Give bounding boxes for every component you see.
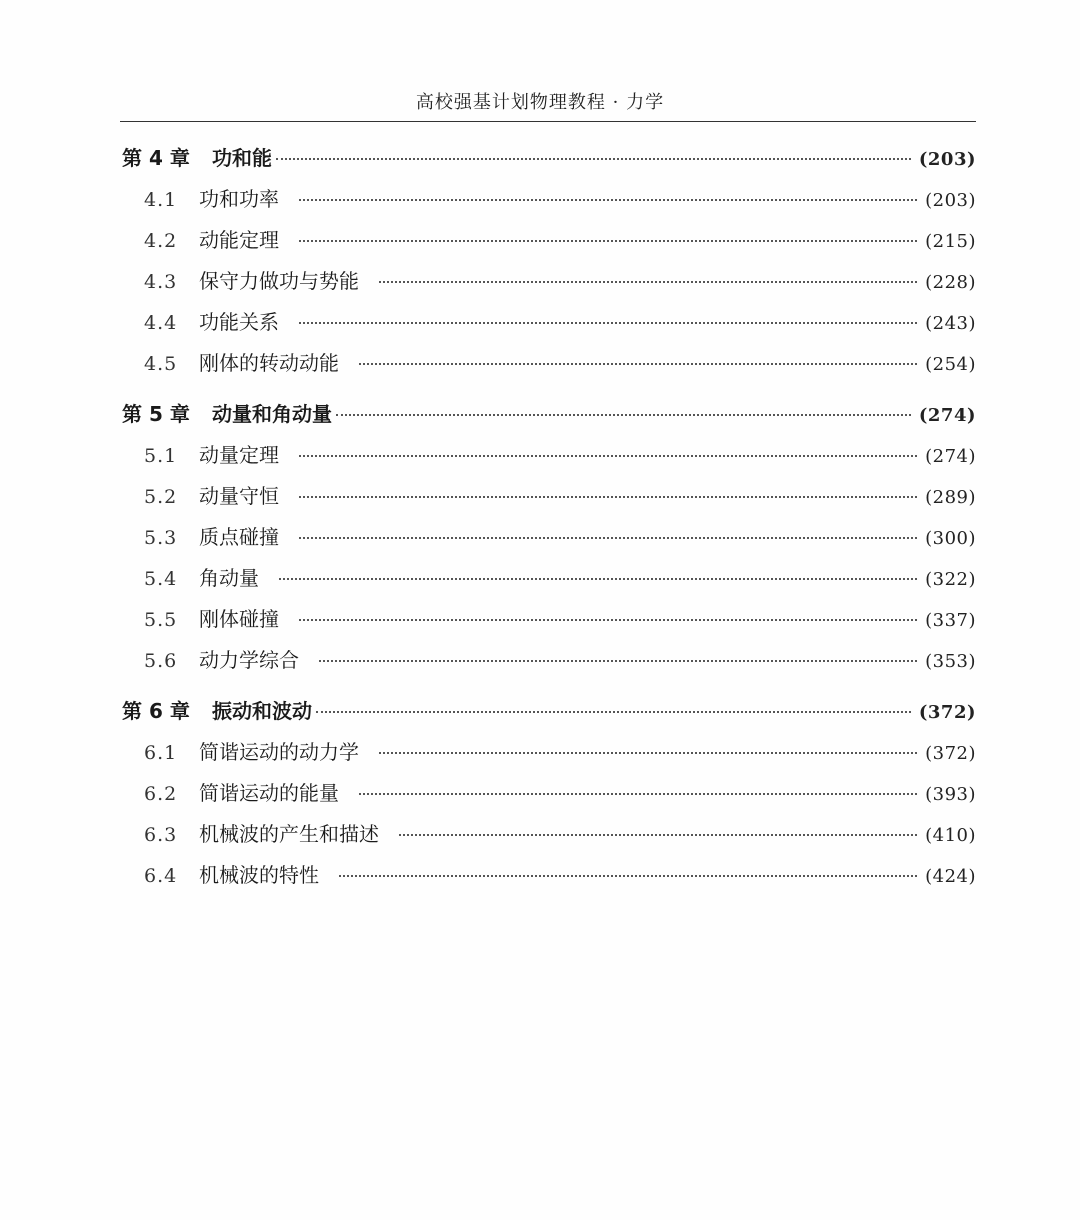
section-title: 保守力做功与势能 xyxy=(199,269,359,293)
section-entry[interactable] xyxy=(120,855,976,896)
dot-leader xyxy=(379,752,917,754)
header-rule xyxy=(120,121,976,122)
section-number: 6.2 xyxy=(144,783,178,805)
section-title: 动量定理 xyxy=(199,443,279,467)
chapter-label: 第 5 章 xyxy=(122,402,190,426)
page-number: (353) xyxy=(925,651,976,672)
page-number: (322) xyxy=(925,569,976,590)
chapter-entry[interactable] xyxy=(120,394,976,435)
section-entry[interactable] xyxy=(120,261,976,302)
section-entry[interactable] xyxy=(120,343,976,384)
chapter-4 xyxy=(120,138,976,384)
dot-leader xyxy=(316,711,911,713)
page-number: (228) xyxy=(925,272,976,293)
page-number: (274) xyxy=(925,446,976,467)
dot-leader xyxy=(276,158,911,160)
section-number: 5.6 xyxy=(144,650,178,672)
section-entry[interactable] xyxy=(120,732,976,773)
dot-leader xyxy=(336,414,911,416)
page-number: (274) xyxy=(918,405,976,426)
chapter-5 xyxy=(120,394,976,681)
section-title: 刚体的转动动能 xyxy=(199,351,339,375)
section-title: 功能关系 xyxy=(199,310,279,334)
page-number: (393) xyxy=(925,784,976,805)
section-number: 4.3 xyxy=(144,271,178,293)
dot-leader xyxy=(299,199,917,201)
page-number: (254) xyxy=(925,354,976,375)
dot-leader xyxy=(299,496,917,498)
section-number: 5.5 xyxy=(144,609,178,631)
chapter-entry[interactable] xyxy=(120,138,976,179)
page-number: (203) xyxy=(925,190,976,211)
page-number: (203) xyxy=(918,149,976,170)
section-number: 5.3 xyxy=(144,527,178,549)
chapter-title: 振动和波动 xyxy=(212,699,312,723)
section-entry[interactable] xyxy=(120,517,976,558)
section-number: 5.4 xyxy=(144,568,178,590)
dot-leader xyxy=(299,455,917,457)
page-number: (243) xyxy=(925,313,976,334)
section-entry[interactable] xyxy=(120,302,976,343)
page-number: (300) xyxy=(925,528,976,549)
dot-leader xyxy=(279,578,917,580)
dot-leader xyxy=(319,660,917,662)
section-title: 功和功率 xyxy=(199,187,279,211)
section-number: 5.1 xyxy=(144,445,178,467)
page-number: (289) xyxy=(925,487,976,508)
dot-leader xyxy=(339,875,917,877)
section-title: 刚体碰撞 xyxy=(199,607,279,631)
chapter-label: 第 4 章 xyxy=(122,146,190,170)
section-title: 动量守恒 xyxy=(199,484,279,508)
dot-leader xyxy=(299,240,917,242)
section-title: 角动量 xyxy=(199,566,259,590)
section-entry[interactable] xyxy=(120,558,976,599)
dot-leader xyxy=(399,834,917,836)
section-number: 6.1 xyxy=(144,742,178,764)
chapter-6 xyxy=(120,691,976,896)
section-entry[interactable] xyxy=(120,814,976,855)
section-title: 动能定理 xyxy=(199,228,279,252)
page-number: (410) xyxy=(925,825,976,846)
page-number: (372) xyxy=(918,702,976,723)
running-header: 高校强基计划物理教程 · 力学 xyxy=(415,92,665,113)
dot-leader xyxy=(359,363,917,365)
dot-leader xyxy=(359,793,917,795)
dot-leader xyxy=(299,537,917,539)
page-number: (215) xyxy=(925,231,976,252)
section-entry[interactable] xyxy=(120,435,976,476)
section-number: 6.4 xyxy=(144,865,178,887)
page-number: (424) xyxy=(925,866,976,887)
section-number: 4.4 xyxy=(144,312,178,334)
section-number: 4.5 xyxy=(144,353,178,375)
chapter-gap xyxy=(120,384,976,394)
section-number: 5.2 xyxy=(144,486,178,508)
section-entry[interactable] xyxy=(120,220,976,261)
section-title: 机械波的产生和描述 xyxy=(199,822,379,846)
section-entry[interactable] xyxy=(120,599,976,640)
chapter-gap xyxy=(120,681,976,691)
page-number: (372) xyxy=(925,743,976,764)
section-entry[interactable] xyxy=(120,640,976,681)
section-number: 4.1 xyxy=(144,189,178,211)
dot-leader xyxy=(299,322,917,324)
section-title: 机械波的特性 xyxy=(199,863,319,887)
chapter-entry[interactable] xyxy=(120,691,976,732)
chapter-label: 第 6 章 xyxy=(122,699,190,723)
section-entry[interactable] xyxy=(120,476,976,517)
table-of-contents xyxy=(120,138,976,896)
page-number: (337) xyxy=(925,610,976,631)
section-title: 质点碰撞 xyxy=(199,525,279,549)
section-number: 6.3 xyxy=(144,824,178,846)
section-number: 4.2 xyxy=(144,230,178,252)
dot-leader xyxy=(299,619,917,621)
section-title: 动力学综合 xyxy=(199,648,299,672)
chapter-title: 动量和角动量 xyxy=(212,402,332,426)
section-title: 简谐运动的能量 xyxy=(199,781,339,805)
section-entry[interactable] xyxy=(120,773,976,814)
section-title: 简谐运动的动力学 xyxy=(199,740,359,764)
chapter-title: 功和能 xyxy=(212,146,272,170)
dot-leader xyxy=(379,281,917,283)
section-entry[interactable] xyxy=(120,179,976,220)
